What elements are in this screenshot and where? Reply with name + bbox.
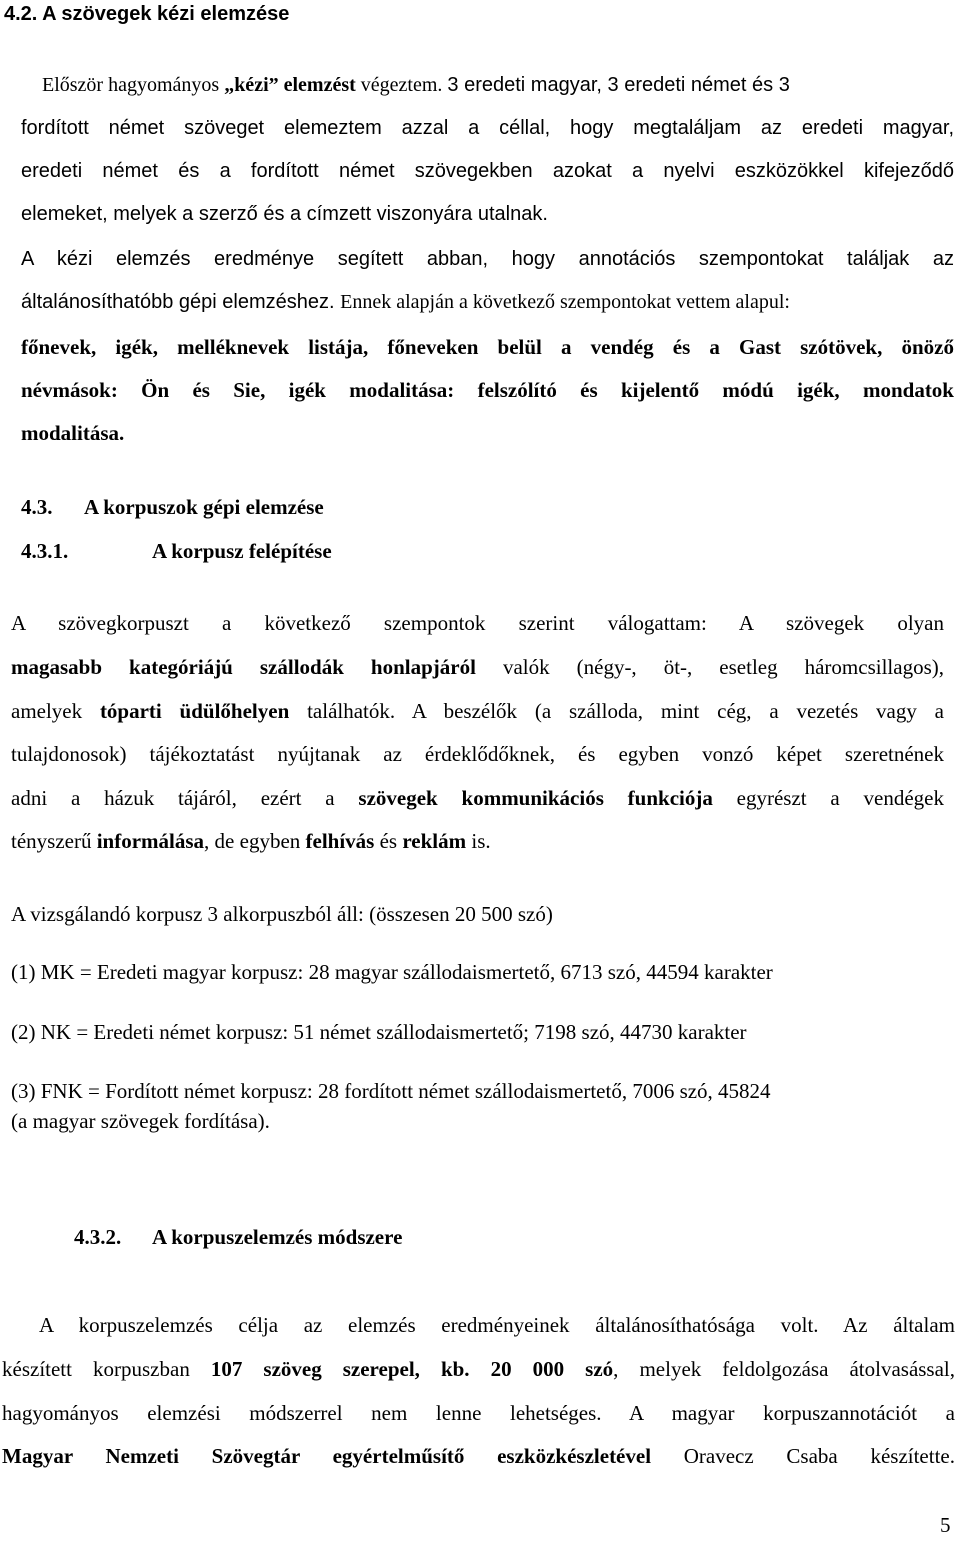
paragraph-line: A kézi elemzés eredménye segített abban, hogy annotációs szempontokat találjak az bbox=[21, 248, 954, 270]
section-heading-4-2: 4.2. A szövegek kézi elemzése bbox=[4, 3, 290, 25]
subsection-heading-4-3-2-title: A korpuszelemzés módszere bbox=[152, 1225, 403, 1249]
paragraph-line: A korpuszelemzés célja az elemzés eredményeinek általánosíthatósága volt. Az általam bbox=[39, 1313, 955, 1337]
paragraph-line: elemeket, melyek a szerző és a címzett viszonyára utalnak. bbox=[21, 203, 548, 225]
paragraph-line: eredeti német és a fordított német szövegekben azokat a nyelvi eszközökkel kifejeződő bbox=[21, 160, 954, 182]
paragraph-line: modalitása. bbox=[21, 421, 125, 445]
paragraph-line: névmások: Ön és Sie, igék modalitása: felszólító és kijelentő módú igék, mondatok bbox=[21, 378, 954, 402]
paragraph-line: hagyományos elemzési módszerrel nem lenne lehetséges. A magyar korpuszannotációt a bbox=[2, 1401, 955, 1425]
paragraph-line: amelyek tóparti üdülőhelyen találhatók. A beszélők (a szálloda, mint cég, a vezetés vagy a bbox=[11, 699, 944, 723]
subsection-heading-4-3-1: 4.3.1. bbox=[21, 539, 69, 563]
paragraph-line: tényszerű informálása, de egyben felhívás és reklám is. bbox=[11, 829, 491, 853]
corpus-item-fnk: (3) FNK = Fordított német korpusz: 28 fordított német szállodaismertető, 7006 szó, 45824 bbox=[11, 1079, 771, 1103]
subsection-heading-4-3-1-title: A korpusz felépítése bbox=[152, 539, 332, 563]
paragraph-line: magasabb kategóriájú szállodák honlapjáról valók (négy-, öt-, esetleg háromcsillagos), bbox=[11, 655, 944, 679]
paragraph-line: Magyar Nemzeti Szövegtár egyértelműsítő eszközkészletével Oravecz Csaba készítette. bbox=[2, 1444, 955, 1468]
corpus-item-mk: (1) MK = Eredeti magyar korpusz: 28 magyar szállodaismertető, 6713 szó, 44594 karakter bbox=[11, 960, 773, 984]
paragraph-line: tulajdonosok) tájékoztatást nyújtanak az érdeklődőknek, és egyben vonzó képet szeretnének bbox=[11, 742, 944, 766]
corpus-intro: A vizsgálandó korpusz 3 alkorpuszból áll: (összesen 20 500 szó) bbox=[11, 902, 553, 926]
subsection-heading-4-3-2: 4.3.2. bbox=[74, 1225, 122, 1249]
paragraph-line: főnevek, igék, melléknevek listája, főneveken belül a vendég és a Gast szótövek, önöző bbox=[21, 335, 954, 359]
paragraph-line: készített korpuszban 107 szöveg szerepel, kb. 20 000 szó, melyek feldolgozása átolvasással, bbox=[2, 1357, 956, 1381]
corpus-item-fnk-continued: (a magyar szövegek fordítása). bbox=[11, 1109, 270, 1133]
paragraph-line: Először hagyományos „kézi” elemzést végeztem. 3 eredeti magyar, 3 eredeti német és 3 bbox=[42, 74, 790, 96]
corpus-item-nk: (2) NK = Eredeti német korpusz: 51 német szállodaismertető; 7198 szó, 44730 karakter bbox=[11, 1020, 747, 1044]
paragraph-line: A szövegkorpuszt a következő szempontok szerint válogattam: A szövegek olyan bbox=[11, 611, 944, 635]
section-heading-4-3-title: A korpuszok gépi elemzése bbox=[84, 495, 324, 519]
paragraph-line: fordított német szöveget elemeztem azzal a céllal, hogy megtaláljam az eredeti magyar, bbox=[21, 117, 954, 139]
section-heading-4-3: 4.3. bbox=[21, 495, 53, 519]
paragraph-line: adni a házuk tájáról, ezért a szövegek kommunikációs funkciója egyrészt a vendégek bbox=[11, 786, 944, 810]
page-number: 5 bbox=[940, 1513, 951, 1537]
paragraph-line: általánosíthatóbb gépi elemzéshez. Ennek alapján a következő szempontokat vettem alapul: bbox=[21, 291, 790, 313]
